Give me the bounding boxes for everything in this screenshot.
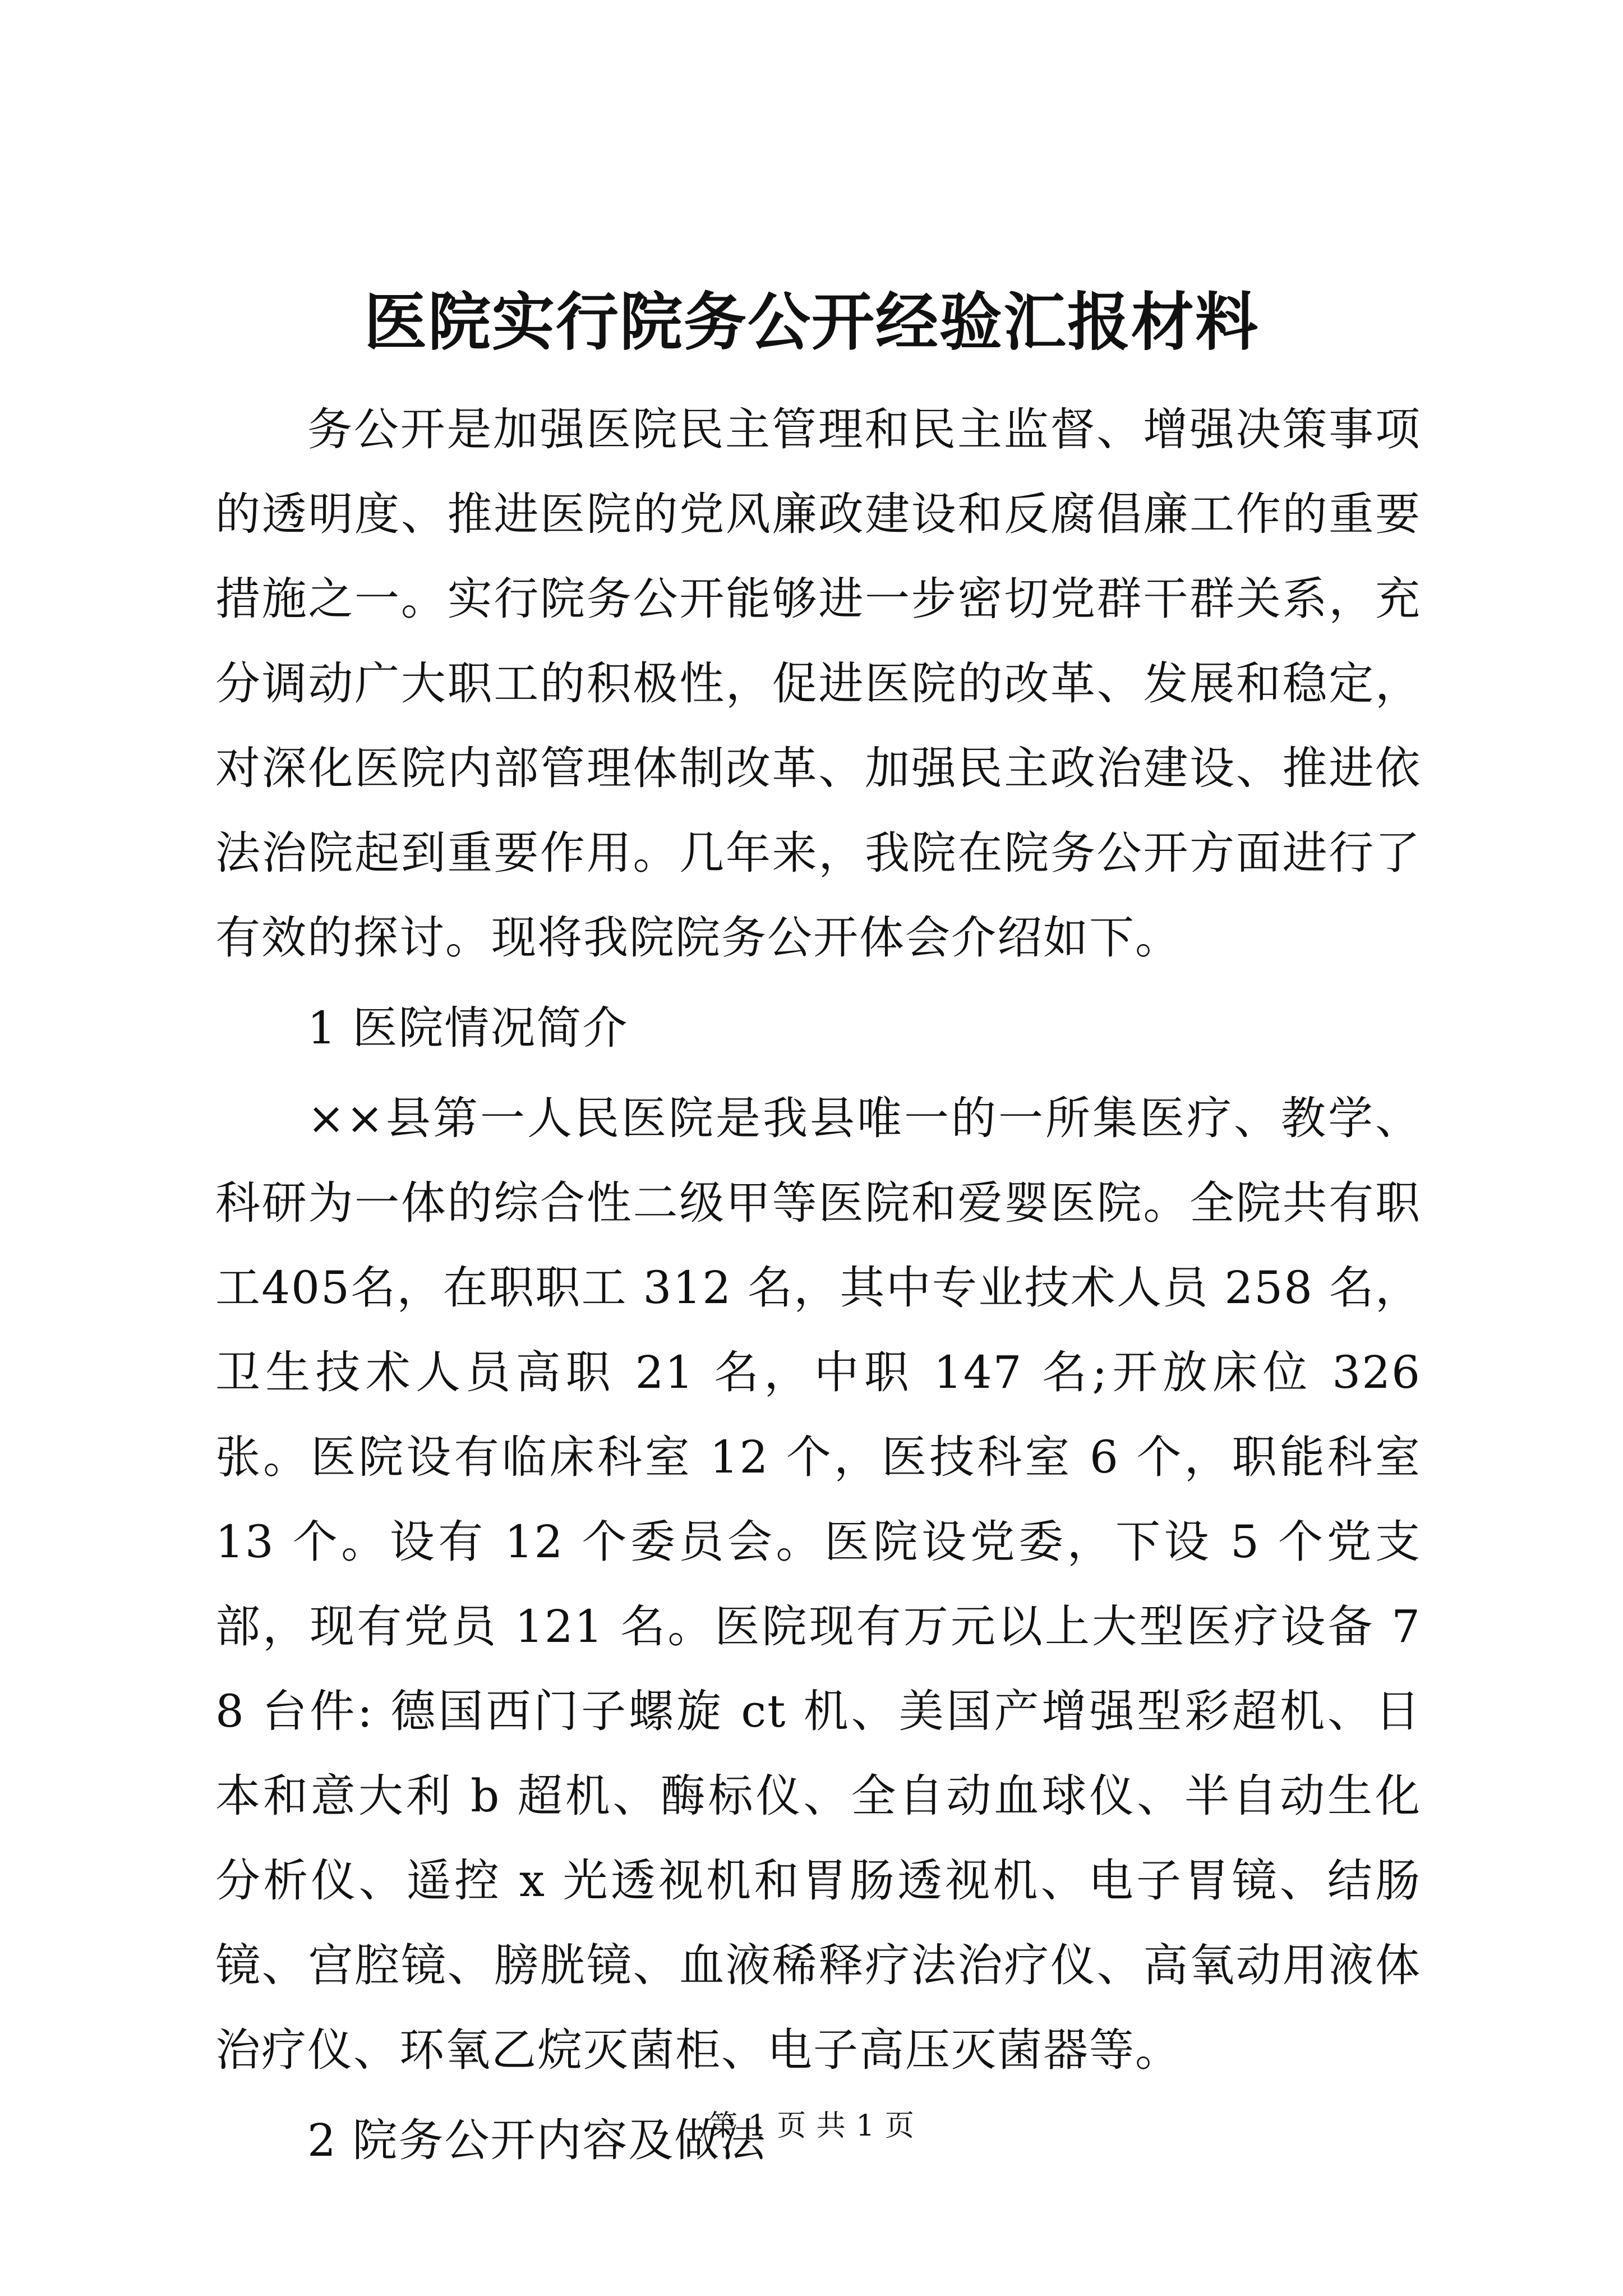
section-heading-hospital-overview: 1 医院情况简介 (307, 1002, 629, 1054)
page-footer: 第 1 页 共 1 页 (708, 2109, 915, 2143)
hospital-overview-paragraph: ××县第一人民医院是我县唯一的一所集医疗、教学、科研为一体的综合性二级甲等医院和爱婴医院。全院共有职工405名，在职职工 312 名，其中专业技术人员 258 名，卫生技术人员高职 21 名，中职 147 名;开放床位 326 张。医院设有临床科室 12 个，医技科室 6 个，职能科室 13 个。设有 12 个委员会。医院设党委，下设 5 个党支部，现有党员 121 名。医院现有万元以上大型医疗设备 78 台件: 德国西门子螺旋 ct 机、美国产增强型彩超机、日本和意大利 b 超机、酶标仪、全自动血球仪、半自动生化分析仪、遥控 x 光透视机和胃肠透视机、电子胃镜、结肠镜、宫腔镜、膀胱镜、血液稀释疗法治疗仪、高氧动用液体治疗仪、环氧乙烷灭菌柜、电子高压灭菌器等。 (215, 1092, 1421, 2076)
intro-paragraph: 务公开是加强医院民主管理和民主监督、增强决策事项的透明度、推进医院的党风廉政建设和反腐倡廉工作的重要措施之一。实行院务公开能够进一步密切党群干群关系，充分调动广大职工的积极性，促进医院的改革、发展和稳定，对深化医院内部管理体制改革、加强民主政治建设、推进依法治院起到重要作用。几年来，我院在院务公开方面进行了有效的探讨。现将我院院务公开体会介绍如下。 (215, 403, 1421, 964)
section-heading-disclosure-content: 2 院务公开内容及做法 (307, 2114, 767, 2166)
document-body (215, 387, 1421, 2183)
document-title: 医院实行院务公开经验汇报材料 (364, 286, 1259, 359)
